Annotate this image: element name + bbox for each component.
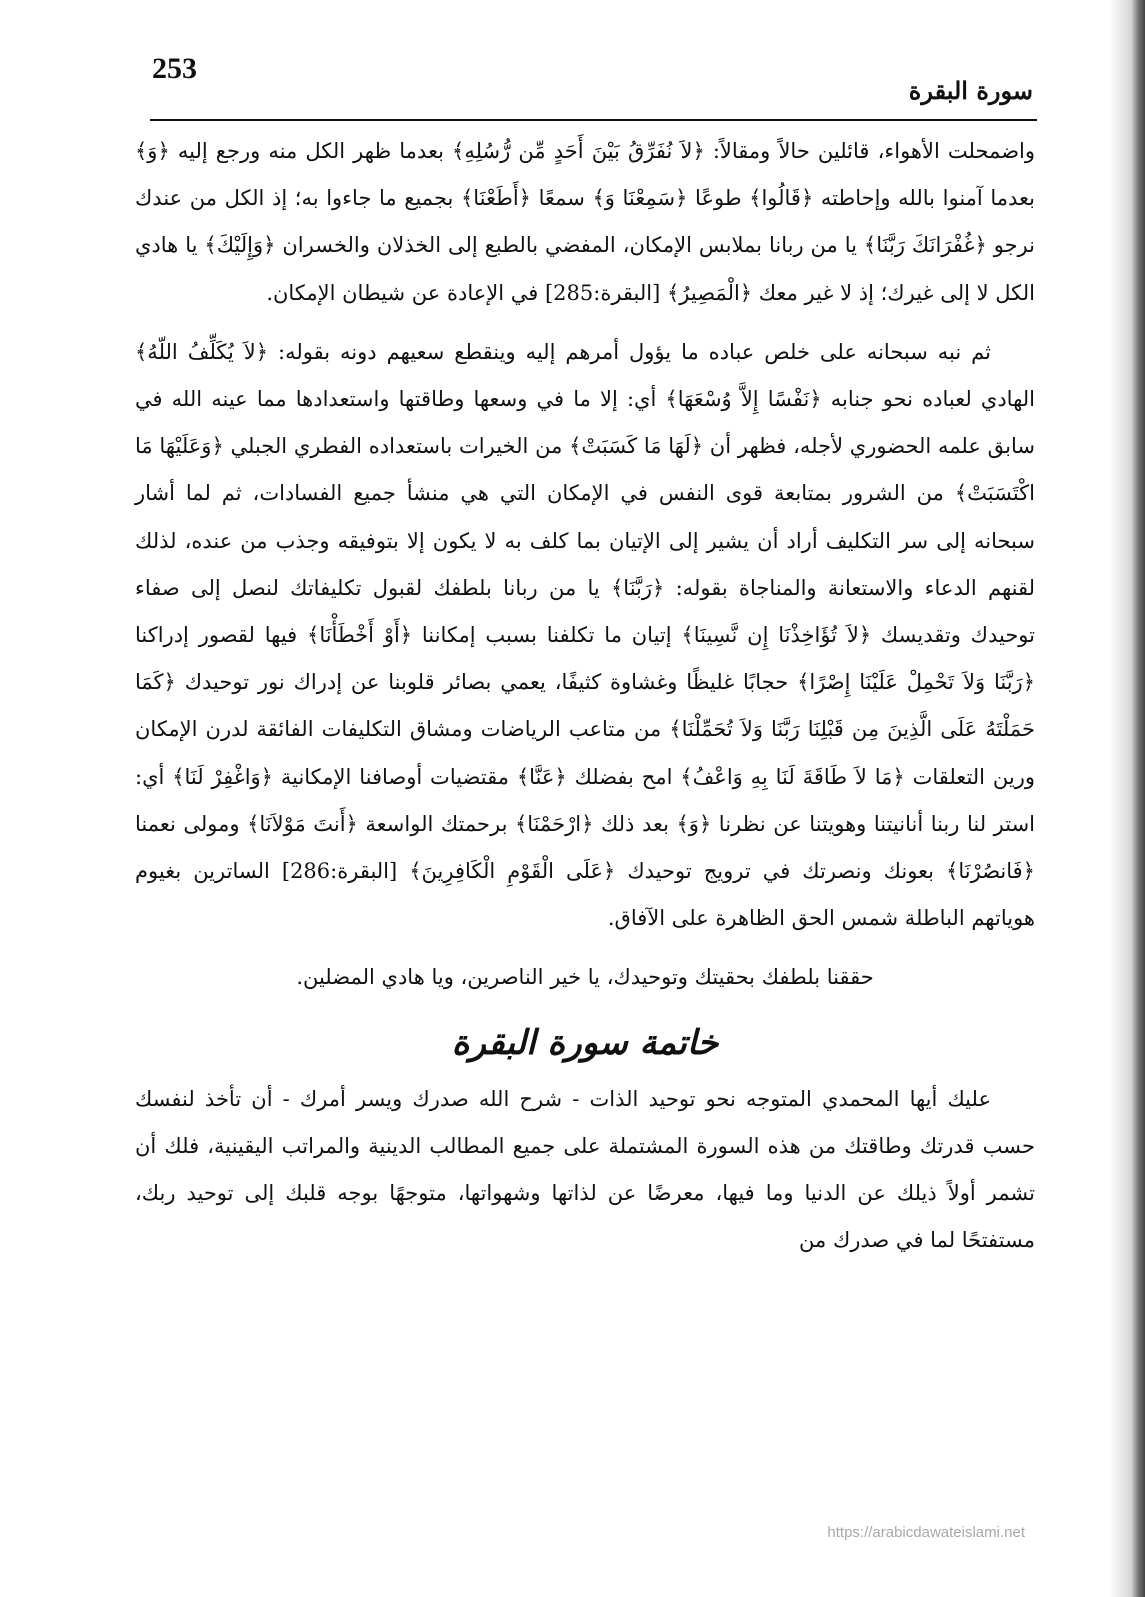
- paragraph: واضمحلت الأهواء، قائلين حالاً ومقالاً: ﴿لاَ نُفَرِّقُ بَيْنَ أَحَدٍ مِّن رُّسُلِهِ﴾ بعدما ظهر الكل منه ورجع إليه ﴿وَ﴾ بعدما آمنوا بالله وإحاطته ﴿قَالُوا﴾ طوعًا ﴿سَمِعْنَا وَ﴾ سمعًا ﴿أَطَعْنَا﴾ بجميع ما جاءوا به؛ إذ الكل من عندك نرجو ﴿غُفْرَانَكَ رَبَّنَا﴾ يا من ربانا بملابس الإمكان، المفضي بالطبع إلى الخذلان والخسران ﴿وَإِلَيْكَ﴾ يا هادي الكل لا إلى غيرك؛ إذ لا غير معك ﴿الْمَصِيرُ﴾ [البقرة:285] في الإعادة عن شيطان الإمكان.: [135, 139, 1035, 305]
- running-header-surah-title: سورة البقرة: [908, 76, 1033, 105]
- website-watermark: https://arabicdawateislami.net: [827, 1524, 1025, 1541]
- paragraph: ثم نبه سبحانه على خلص عباده ما يؤول أمرهم إليه وينقطع سعيهم دونه بقوله: ﴿لاَ يُكَلِّفُ اللّهُ﴾ الهادي لعباده نحو جنابه ﴿نَفْسًا إِلاَّ وُسْعَهَا﴾ أي: إلا ما في وسعها وطاقتها واستعدادها مما عينه الله في سابق علمه الحضوري لأجله، فظهر أن ﴿لَهَا مَا كَسَبَتْ﴾ من الخيرات باستعداده الفطري الجبلي ﴿وَعَلَيْهَا مَا اكْتَسَبَتْ﴾ من الشرور بمتابعة قوى النفس في الإمكان التي هي منشأ جميع الفسادات، ثم لما أشار سبحانه إلى سر التكليف أراد أن يشير إلى الإتيان بما كلف به لا يكون إلا بتوفيقه وجذب من عنده، لذلك لقنهم الدعاء والاستعانة والمناجاة بقوله: ﴿رَبَّنَا﴾ يا من ربانا بلطفك لقبول تكليفاتك لنصل إلى صفاء توحيدك وتقديسك ﴿لاَ تُؤَاخِذْنَا إِن نَّسِينَا﴾ إتيان ما تكلفنا بسبب إمكاننا ﴿أَوْ أَخْطَأْنَا﴾ فيها لقصور إدراكنا ﴿رَبَّنَا وَلاَ تَحْمِلْ عَلَيْنَا إِصْرًا﴾ حجابًا غليظًا وغشاوة كثيفًا، يعمي بصائر قلوبنا عن إدراك نور توحيدك ﴿كَمَا حَمَلْتَهُ عَلَى الَّذِينَ مِن قَبْلِنَا رَبَّنَا وَلاَ تُحَمِّلْنَا﴾ من متاعب الرياضات ومشاق التكليفات الفائقة لدرن الإمكان ورين التعلقات ﴿مَا لاَ طَاقَةَ لَنَا بِهِ وَاعْفُ﴾ امح بفضلك ﴿عَنَّا﴾ مقتضيات أوصافنا الإمكانية ﴿وَاغْفِرْ لَنَا﴾ أي: استر لنا ربنا أنانيتنا وهويتنا عن نظرنا ﴿وَ﴾ بعد ذلك ﴿ارْحَمْنَا﴾ برحمتك الواسعة ﴿أَنتَ مَوْلاَنَا﴾ ومولى نعمنا ﴿فَانصُرْنَا﴾ بعونك ونصرتك في ترويج توحيدك ﴿عَلَى الْقَوْمِ الْكَافِرِينَ﴾ [البقرة:286] الساترين بغيوم هوياتهم الباطلة شمس الحق الظاهرة على الآفاق.: [135, 339, 1035, 931]
- paragraph-conclusion: عليك أيها المحمدي المتوجه نحو توحيد الذات - شرح الله صدرك ويسر أمرك - أن تأخذ لنفسك حسب قدرتك وطاقتك من هذه السورة المشتملة على جميع المطالب الدينية والمراتب اليقينية، فلك أن تشمر أولاً ذيلك عن الدنيا وما فيها، معرضًا عن لذاتها وشهواتها، متوجهًا بوجه قلبك إلى توحيد ربك، مستفتحًا لما في صدرك من: [135, 1086, 1035, 1253]
- book-spine-shadow: [1109, 0, 1145, 1597]
- body-text: [135, 128, 1035, 1264]
- page-number: 253: [152, 52, 197, 85]
- header-divider: [150, 119, 1037, 121]
- section-title: خاتمة سورة البقرة: [451, 1022, 719, 1063]
- paragraph-supplication: حققنا بلطفك بحقيتك وتوحيدك، يا خير الناصرين، ويا هادي المضلين.: [296, 965, 874, 990]
